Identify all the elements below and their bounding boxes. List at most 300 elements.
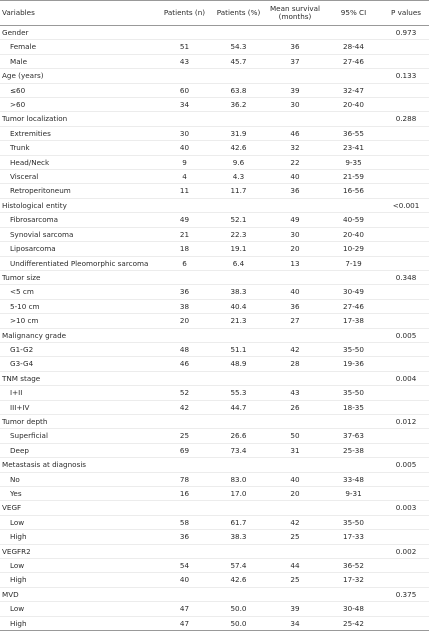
patients-n-cell: 48 (158, 342, 211, 356)
patients-pct-cell: 38.3 (211, 530, 266, 544)
patients-pct-cell: 52.1 (211, 213, 266, 227)
table-body (0, 26, 429, 631)
row-label: Extremities (0, 126, 158, 140)
row-label: High (0, 616, 158, 630)
group-row (0, 328, 429, 342)
table-row (0, 487, 429, 501)
group-label: TNM stage (0, 371, 158, 385)
ci-cell: 20-40 (324, 227, 383, 241)
p-value-empty (383, 602, 429, 616)
p-value: 0.348 (383, 270, 429, 284)
p-value-empty (383, 285, 429, 299)
row-label: Head/Neck (0, 155, 158, 169)
empty-cell (266, 26, 324, 40)
patients-pct-cell: 4.3 (211, 170, 266, 184)
mean-survival-cell: 31 (266, 443, 324, 457)
ci-cell: 21-59 (324, 170, 383, 184)
mean-survival-cell: 22 (266, 155, 324, 169)
group-row (0, 371, 429, 385)
row-label: Female (0, 40, 158, 54)
p-value-empty (383, 487, 429, 501)
patients-pct-cell: 83.0 (211, 472, 266, 486)
p-value-empty (383, 126, 429, 140)
ci-cell: 17-33 (324, 530, 383, 544)
row-label: G1-G2 (0, 342, 158, 356)
mean-survival-cell: 27 (266, 314, 324, 328)
ci-cell: 17-38 (324, 314, 383, 328)
group-row (0, 544, 429, 558)
ci-cell: 35-50 (324, 342, 383, 356)
table-row (0, 530, 429, 544)
empty-cell (211, 371, 266, 385)
empty-cell (324, 371, 383, 385)
row-label: Male (0, 54, 158, 68)
empty-cell (211, 501, 266, 515)
row-label: Retroperitoneum (0, 184, 158, 198)
ci-cell: 17-32 (324, 573, 383, 587)
empty-cell (324, 414, 383, 428)
group-row (0, 69, 429, 83)
patients-pct-cell: 6.4 (211, 256, 266, 270)
table-row (0, 357, 429, 371)
row-label: Superficial (0, 429, 158, 443)
patients-pct-cell: 19.1 (211, 242, 266, 256)
patients-pct-cell: 51.1 (211, 342, 266, 356)
empty-cell (324, 112, 383, 126)
p-value-empty (383, 386, 429, 400)
ci-cell: 40-59 (324, 213, 383, 227)
p-value: 0.012 (383, 414, 429, 428)
mean-survival-cell: 13 (266, 256, 324, 270)
table-row (0, 83, 429, 97)
group-row (0, 112, 429, 126)
empty-cell (158, 544, 211, 558)
mean-survival-cell: 25 (266, 573, 324, 587)
empty-cell (158, 414, 211, 428)
patients-n-cell: 9 (158, 155, 211, 169)
ci-cell: 27-46 (324, 299, 383, 313)
table-row (0, 98, 429, 112)
ci-cell: 25-38 (324, 443, 383, 457)
ci-cell: 23-41 (324, 141, 383, 155)
patients-pct-cell: 73.4 (211, 443, 266, 457)
table-row (0, 170, 429, 184)
patients-n-cell: 20 (158, 314, 211, 328)
ci-cell: 10-29 (324, 242, 383, 256)
ci-cell: 28-44 (324, 40, 383, 54)
table-row (0, 54, 429, 68)
row-label: III+IV (0, 400, 158, 414)
mean-survival-cell: 39 (266, 602, 324, 616)
patients-pct-cell: 11.7 (211, 184, 266, 198)
empty-cell (266, 270, 324, 284)
empty-cell (324, 69, 383, 83)
table-row (0, 314, 429, 328)
empty-cell (158, 112, 211, 126)
p-value-empty (383, 357, 429, 371)
row-label: Liposarcoma (0, 242, 158, 256)
patients-n-cell: 25 (158, 429, 211, 443)
patients-pct-cell: 40.4 (211, 299, 266, 313)
header-ci: 95% CI (324, 1, 383, 26)
empty-cell (158, 458, 211, 472)
patients-n-cell: 46 (158, 357, 211, 371)
empty-cell (266, 501, 324, 515)
group-label: Tumor depth (0, 414, 158, 428)
mean-survival-cell: 43 (266, 386, 324, 400)
table-row (0, 573, 429, 587)
empty-cell (266, 587, 324, 601)
group-label: Metastasis at diagnosis (0, 458, 158, 472)
group-label: Histological entity (0, 198, 158, 212)
mean-survival-cell: 36 (266, 184, 324, 198)
patients-pct-cell: 63.8 (211, 83, 266, 97)
p-value: 0.003 (383, 501, 429, 515)
mean-survival-cell: 20 (266, 242, 324, 256)
patients-n-cell: 43 (158, 54, 211, 68)
p-value-empty (383, 472, 429, 486)
ci-cell: 33-48 (324, 472, 383, 486)
row-label: Yes (0, 487, 158, 501)
ci-cell: 9-35 (324, 155, 383, 169)
empty-cell (158, 328, 211, 342)
row-label: High (0, 530, 158, 544)
header-mean-survival-line1: Mean survival (269, 4, 321, 14)
row-label: >10 cm (0, 314, 158, 328)
table-row (0, 141, 429, 155)
p-value-empty (383, 170, 429, 184)
table-header (0, 1, 429, 26)
empty-cell (158, 270, 211, 284)
patients-pct-cell: 36.2 (211, 98, 266, 112)
patients-n-cell: 6 (158, 256, 211, 270)
ci-cell: 7-19 (324, 256, 383, 270)
patients-n-cell: 36 (158, 285, 211, 299)
mean-survival-cell: 42 (266, 515, 324, 529)
mean-survival-cell: 40 (266, 285, 324, 299)
mean-survival-cell: 30 (266, 98, 324, 112)
table-row (0, 40, 429, 54)
row-label: <5 cm (0, 285, 158, 299)
patients-pct-cell: 26.6 (211, 429, 266, 443)
row-label: G3-G4 (0, 357, 158, 371)
mean-survival-cell: 25 (266, 530, 324, 544)
header-mean-survival-line2: (months) (278, 12, 312, 21)
row-label: Deep (0, 443, 158, 457)
mean-survival-cell: 39 (266, 83, 324, 97)
header-patients-pct: Patients (%) (211, 1, 266, 26)
patients-n-cell: 69 (158, 443, 211, 457)
empty-cell (158, 371, 211, 385)
patients-pct-cell: 50.0 (211, 602, 266, 616)
p-value-empty (383, 429, 429, 443)
table-row (0, 515, 429, 529)
patients-pct-cell: 54.3 (211, 40, 266, 54)
row-label: ≤60 (0, 83, 158, 97)
group-row (0, 501, 429, 515)
patients-pct-cell: 17.0 (211, 487, 266, 501)
ci-cell: 35-50 (324, 515, 383, 529)
empty-cell (266, 198, 324, 212)
table-row (0, 213, 429, 227)
table-row (0, 472, 429, 486)
ci-cell: 30-49 (324, 285, 383, 299)
p-value: 0.005 (383, 458, 429, 472)
p-value: 0.288 (383, 112, 429, 126)
empty-cell (266, 328, 324, 342)
group-row (0, 414, 429, 428)
patients-n-cell: 52 (158, 386, 211, 400)
table-row (0, 616, 429, 630)
table-row (0, 443, 429, 457)
table-row (0, 429, 429, 443)
row-label: High (0, 573, 158, 587)
mean-survival-cell: 26 (266, 400, 324, 414)
mean-survival-cell: 46 (266, 126, 324, 140)
p-value-empty (383, 530, 429, 544)
group-label: Malignancy grade (0, 328, 158, 342)
group-label: Age (years) (0, 69, 158, 83)
p-value-empty (383, 256, 429, 270)
group-label: VEGF (0, 501, 158, 515)
patients-pct-cell: 61.7 (211, 515, 266, 529)
row-label: Low (0, 515, 158, 529)
p-value-empty (383, 227, 429, 241)
p-value: 0.002 (383, 544, 429, 558)
p-value-empty (383, 573, 429, 587)
row-label: I+II (0, 386, 158, 400)
empty-cell (211, 544, 266, 558)
empty-cell (324, 26, 383, 40)
patients-n-cell: 47 (158, 602, 211, 616)
empty-cell (324, 270, 383, 284)
group-row (0, 587, 429, 601)
table-row (0, 559, 429, 573)
p-value: 0.133 (383, 69, 429, 83)
table-row (0, 155, 429, 169)
mean-survival-cell: 36 (266, 40, 324, 54)
patients-n-cell: 4 (158, 170, 211, 184)
p-value-empty (383, 40, 429, 54)
ci-cell: 19-36 (324, 357, 383, 371)
ci-cell: 30-48 (324, 602, 383, 616)
row-label: Undifferentiated Pleomorphic sarcoma (0, 256, 158, 270)
empty-cell (211, 587, 266, 601)
header-mean-survival (266, 1, 324, 26)
mean-survival-cell: 50 (266, 429, 324, 443)
patients-pct-cell: 57.4 (211, 559, 266, 573)
ci-cell: 27-46 (324, 54, 383, 68)
empty-cell (158, 587, 211, 601)
group-label: Tumor localization (0, 112, 158, 126)
group-label: MVD (0, 587, 158, 601)
row-label: Synovial sarcoma (0, 227, 158, 241)
p-value: 0.973 (383, 26, 429, 40)
ci-cell: 35-50 (324, 386, 383, 400)
group-label: VEGFR2 (0, 544, 158, 558)
ci-cell: 36-55 (324, 126, 383, 140)
row-label: Fibrosarcoma (0, 213, 158, 227)
table-row (0, 256, 429, 270)
ci-cell: 20-40 (324, 98, 383, 112)
p-value-empty (383, 184, 429, 198)
patients-n-cell: 16 (158, 487, 211, 501)
mean-survival-cell: 30 (266, 227, 324, 241)
p-value-empty (383, 98, 429, 112)
p-value-empty (383, 155, 429, 169)
empty-cell (211, 458, 266, 472)
patients-pct-cell: 48.9 (211, 357, 266, 371)
ci-cell: 9-31 (324, 487, 383, 501)
empty-cell (211, 414, 266, 428)
empty-cell (266, 112, 324, 126)
patients-pct-cell: 44.7 (211, 400, 266, 414)
mean-survival-cell: 37 (266, 54, 324, 68)
empty-cell (211, 112, 266, 126)
mean-survival-cell: 20 (266, 487, 324, 501)
p-value: <0.001 (383, 198, 429, 212)
p-value-empty (383, 314, 429, 328)
patients-n-cell: 60 (158, 83, 211, 97)
empty-cell (266, 544, 324, 558)
empty-cell (324, 501, 383, 515)
ci-cell: 37-63 (324, 429, 383, 443)
header-patients-n: Patients (n) (158, 1, 211, 26)
p-value-empty (383, 559, 429, 573)
p-value-empty (383, 342, 429, 356)
patients-pct-cell: 42.6 (211, 573, 266, 587)
table-row (0, 285, 429, 299)
patients-pct-cell: 38.3 (211, 285, 266, 299)
mean-survival-cell: 40 (266, 472, 324, 486)
empty-cell (211, 328, 266, 342)
patients-n-cell: 58 (158, 515, 211, 529)
patients-pct-cell: 21.3 (211, 314, 266, 328)
row-label: No (0, 472, 158, 486)
empty-cell (324, 544, 383, 558)
p-value-empty (383, 443, 429, 457)
ci-cell: 25-42 (324, 616, 383, 630)
table-row (0, 299, 429, 313)
patients-pct-cell: 9.6 (211, 155, 266, 169)
row-label: Trunk (0, 141, 158, 155)
mean-survival-cell: 28 (266, 357, 324, 371)
row-label: 5-10 cm (0, 299, 158, 313)
table-row (0, 602, 429, 616)
table-row (0, 242, 429, 256)
p-value: 0.375 (383, 587, 429, 601)
table-row (0, 184, 429, 198)
empty-cell (266, 458, 324, 472)
row-label: Low (0, 559, 158, 573)
group-row (0, 26, 429, 40)
patients-pct-cell: 45.7 (211, 54, 266, 68)
empty-cell (324, 458, 383, 472)
table-row (0, 126, 429, 140)
table-row (0, 227, 429, 241)
empty-cell (266, 414, 324, 428)
header-p-values: P values (383, 1, 429, 26)
p-value-empty (383, 213, 429, 227)
empty-cell (158, 69, 211, 83)
mean-survival-cell: 40 (266, 170, 324, 184)
patients-n-cell: 11 (158, 184, 211, 198)
empty-cell (324, 587, 383, 601)
group-row (0, 458, 429, 472)
patients-n-cell: 34 (158, 98, 211, 112)
patients-n-cell: 51 (158, 40, 211, 54)
empty-cell (324, 198, 383, 212)
ci-cell: 16-56 (324, 184, 383, 198)
p-value-empty (383, 141, 429, 155)
patients-n-cell: 18 (158, 242, 211, 256)
patients-pct-cell: 42.6 (211, 141, 266, 155)
empty-cell (324, 328, 383, 342)
empty-cell (266, 69, 324, 83)
empty-cell (158, 198, 211, 212)
mean-survival-cell: 49 (266, 213, 324, 227)
p-value-empty (383, 54, 429, 68)
patients-n-cell: 30 (158, 126, 211, 140)
empty-cell (211, 270, 266, 284)
group-label: Gender (0, 26, 158, 40)
mean-survival-cell: 32 (266, 141, 324, 155)
ci-cell: 18-35 (324, 400, 383, 414)
patients-n-cell: 38 (158, 299, 211, 313)
p-value-empty (383, 515, 429, 529)
empty-cell (211, 198, 266, 212)
patients-n-cell: 40 (158, 573, 211, 587)
patients-n-cell: 36 (158, 530, 211, 544)
p-value: 0.004 (383, 371, 429, 385)
patients-n-cell: 21 (158, 227, 211, 241)
empty-cell (158, 26, 211, 40)
mean-survival-cell: 44 (266, 559, 324, 573)
p-value-empty (383, 242, 429, 256)
empty-cell (266, 371, 324, 385)
mean-survival-cell: 34 (266, 616, 324, 630)
empty-cell (211, 69, 266, 83)
row-label: Visceral (0, 170, 158, 184)
patients-pct-cell: 50.0 (211, 616, 266, 630)
group-row (0, 270, 429, 284)
group-row (0, 198, 429, 212)
empty-cell (211, 26, 266, 40)
header-variables: Variables (0, 1, 158, 26)
patients-n-cell: 54 (158, 559, 211, 573)
patients-pct-cell: 55.3 (211, 386, 266, 400)
patients-n-cell: 78 (158, 472, 211, 486)
ci-cell: 36-52 (324, 559, 383, 573)
patients-pct-cell: 31.9 (211, 126, 266, 140)
p-value-empty (383, 400, 429, 414)
group-label: Tumor size (0, 270, 158, 284)
mean-survival-cell: 36 (266, 299, 324, 313)
table-row (0, 342, 429, 356)
p-value: 0.005 (383, 328, 429, 342)
p-value-empty (383, 83, 429, 97)
row-label: Low (0, 602, 158, 616)
ci-cell: 32-47 (324, 83, 383, 97)
patients-n-cell: 49 (158, 213, 211, 227)
patients-n-cell: 47 (158, 616, 211, 630)
patients-n-cell: 42 (158, 400, 211, 414)
patients-pct-cell: 22.3 (211, 227, 266, 241)
table-row (0, 386, 429, 400)
p-value-empty (383, 616, 429, 630)
row-label: >60 (0, 98, 158, 112)
empty-cell (158, 501, 211, 515)
